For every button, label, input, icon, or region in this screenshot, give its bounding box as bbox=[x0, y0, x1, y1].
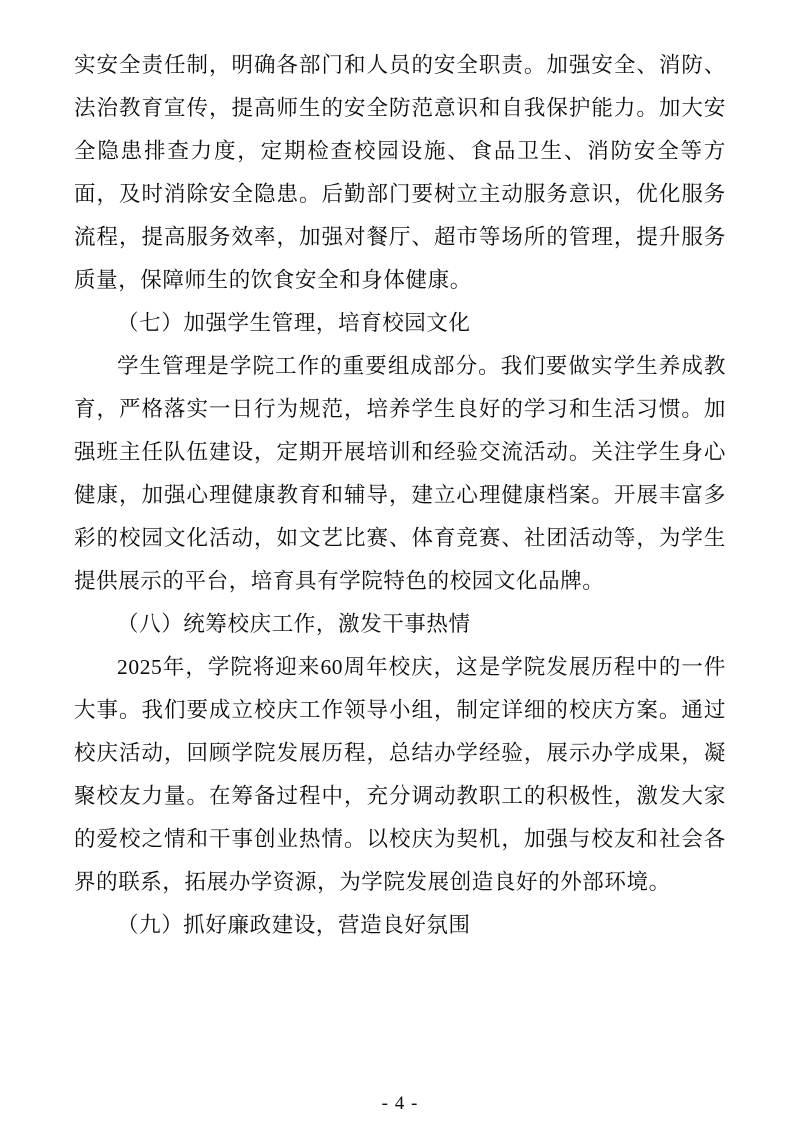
paragraph-anniversary-planning: 2025年，学院将迎来60周年校庆，这是学院发展历程中的一件大事。我们要成立校庆工作领导小组，制定详细的校庆方案。通过校庆活动，回顾学院发展历程，总结办学经验，展示办学成果，凝聚校友力量。在筹备过程中，充分调动教职工的积极性，激发大家的爱校之情和干事创业热情。以校庆为契机，加强与校友和社会各界的联系，拓展办学资源，为学院发展创造良好的外部环境。 bbox=[74, 655, 726, 894]
document-body bbox=[74, 44, 726, 947]
heading-section-nine: （九）抓好廉政建设，营造良好氛围 bbox=[117, 913, 471, 937]
page-number: - 4 - bbox=[381, 1093, 419, 1114]
heading-section-seven: （七）加强学生管理，培育校园文化 bbox=[117, 311, 471, 335]
paragraph-student-management: 学生管理是学院工作的重要组成部分。我们要做实学生养成教育，严格落实一日行为规范，培养学生良好的学习和生活习惯。加强班主任队伍建设，定期开展培训和经验交流活动。关注学生身心健康，加强心理健康教育和辅导，建立心理健康档案。开展丰富多彩的校园文化活动，如文艺比赛、体育竞赛、社团活动等，为学生提供展示的平台，培育具有学院特色的校园文化品牌。 bbox=[74, 354, 726, 593]
heading-section-eight: （八）统筹校庆工作，激发干事热情 bbox=[117, 612, 471, 636]
paragraph-safety-responsibility: 实安全责任制，明确各部门和人员的安全职责。加强安全、消防、法治教育宣传，提高师生的安全防范意识和自我保护能力。加大安全隐患排查力度，定期检查校园设施、食品卫生、消防安全等方面，及时消除安全隐患。后勤部门要树立主动服务意识，优化服务流程，提高服务效率，加强对餐厅、超市等场所的管理，提升服务质量，保障师生的饮食安全和身体健康。 bbox=[74, 53, 726, 292]
